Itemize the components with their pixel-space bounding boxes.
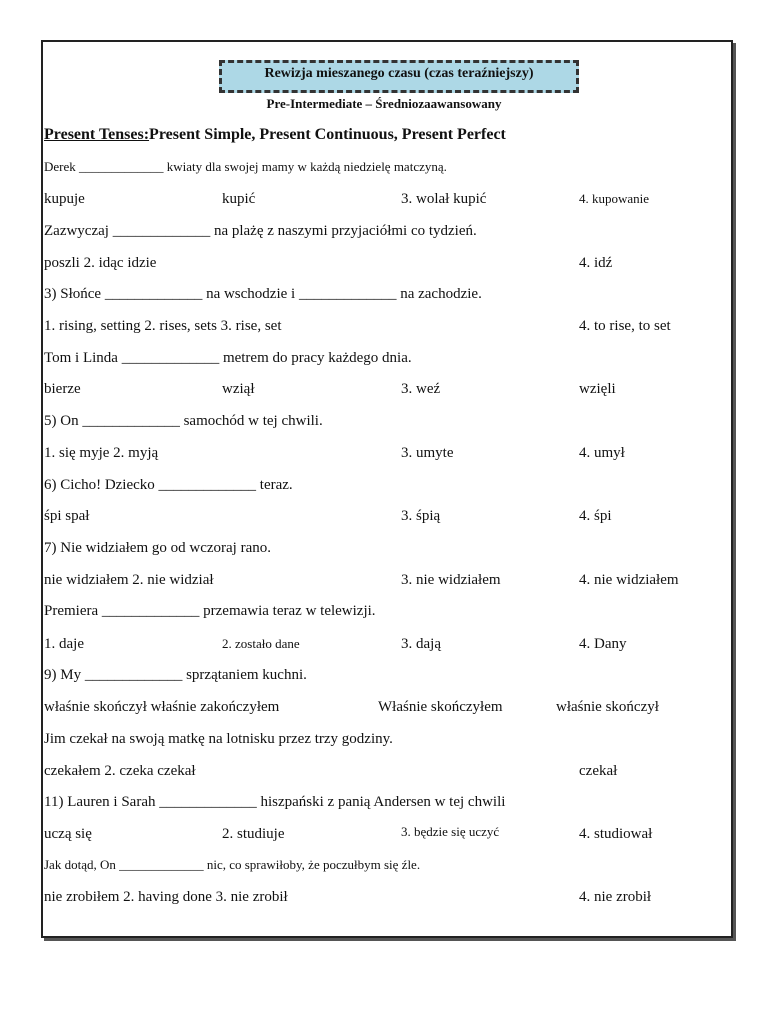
option-8d: 4. Dany (579, 636, 627, 652)
option-4a: bierze (44, 381, 81, 397)
option-7d: 4. nie widziałem (579, 572, 679, 588)
option-11c: 3. będzie się uczyć (401, 824, 500, 839)
section-heading (44, 125, 506, 145)
question-11: 11) Lauren i Sarah _____________ hiszpański z panią Andersen w tej chwili (44, 794, 506, 810)
question-1: Derek _____________ kwiaty dla swojej mamy w każdą niedzielę matczyną. (44, 159, 447, 174)
option-9c: Właśnie skończyłem (378, 699, 503, 715)
option-6c: 3. śpią (401, 508, 441, 524)
option-10d: czekał (579, 763, 618, 779)
option-8c: 3. dają (401, 636, 441, 652)
question-7: 7) Nie widziałem go od wczoraj rano. (44, 540, 271, 556)
option-11a: uczą się (44, 826, 92, 842)
question-3: 3) Słońce _____________ na wschodzie i _____________ na zachodzie. (44, 286, 482, 302)
option-1c: 3. wolał kupić (401, 191, 487, 207)
question-9: 9) My _____________ sprzątaniem kuchni. (44, 667, 307, 683)
question-2: Zazwyczaj _____________ na plażę z naszymi przyjaciółmi co tydzień. (44, 223, 477, 239)
worksheet-subtitle: Pre-Intermediate – Średniozaawansowany (266, 96, 502, 111)
option-4c: 3. weź (401, 381, 441, 397)
option-4b: wziął (222, 381, 255, 397)
option-9d: właśnie skończył (556, 699, 659, 715)
worksheet-title: Rewizja mieszanego czasu (czas teraźniejszy) (264, 66, 534, 81)
option-3d: 4. to rise, to set (579, 318, 671, 334)
option-6a: śpi spał (44, 508, 90, 524)
option-2d: 4. idź (579, 255, 613, 271)
option-11b: 2. studiuje (222, 826, 285, 842)
heading-underlined: Present Tenses: (44, 126, 150, 143)
option-2a: poszli 2. idąc idzie (44, 255, 157, 271)
option-12a: nie zrobiłem 2. having done 3. nie zrobił (44, 889, 288, 905)
question-10: Jim czekał na swoją matkę na lotnisku przez trzy godziny. (44, 731, 393, 747)
title-box (219, 60, 579, 93)
option-5a: 1. się myje 2. myją (44, 445, 159, 461)
option-10a: czekałem 2. czeka czekał (44, 763, 196, 779)
option-5c: 3. umyte (401, 445, 454, 461)
option-12d: 4. nie zrobił (579, 889, 652, 905)
question-6: 6) Cicho! Dziecko _____________ teraz. (44, 477, 293, 493)
option-8a: 1. daje (44, 636, 84, 652)
option-5d: 4. umył (579, 445, 625, 461)
option-7a: nie widziałem 2. nie widział (44, 572, 214, 588)
question-5: 5) On _____________ samochód w tej chwili. (44, 413, 323, 429)
option-4d: wzięli (579, 381, 616, 397)
heading-rest: Present Simple, Present Continuous, Present Perfect (149, 126, 506, 143)
option-6d: 4. śpi (579, 508, 612, 524)
option-11d: 4. studiował (579, 826, 653, 842)
option-1a: kupuje (44, 191, 85, 207)
option-8b: 2. zostało dane (222, 636, 300, 651)
option-7c: 3. nie widziałem (401, 572, 501, 588)
option-1b: kupić (222, 191, 256, 207)
question-4: Tom i Linda _____________ metrem do pracy każdego dnia. (44, 350, 412, 366)
question-8: Premiera _____________ przemawia teraz w telewizji. (44, 603, 376, 619)
option-3a: 1. rising, setting 2. rises, sets 3. rise, set (44, 318, 282, 334)
question-12: Jak dotąd, On _____________ nic, co sprawiłoby, że poczułbym się źle. (44, 857, 421, 872)
option-9a: właśnie skończył właśnie zakończyłem (44, 699, 280, 715)
option-1d: 4. kupowanie (579, 191, 650, 206)
